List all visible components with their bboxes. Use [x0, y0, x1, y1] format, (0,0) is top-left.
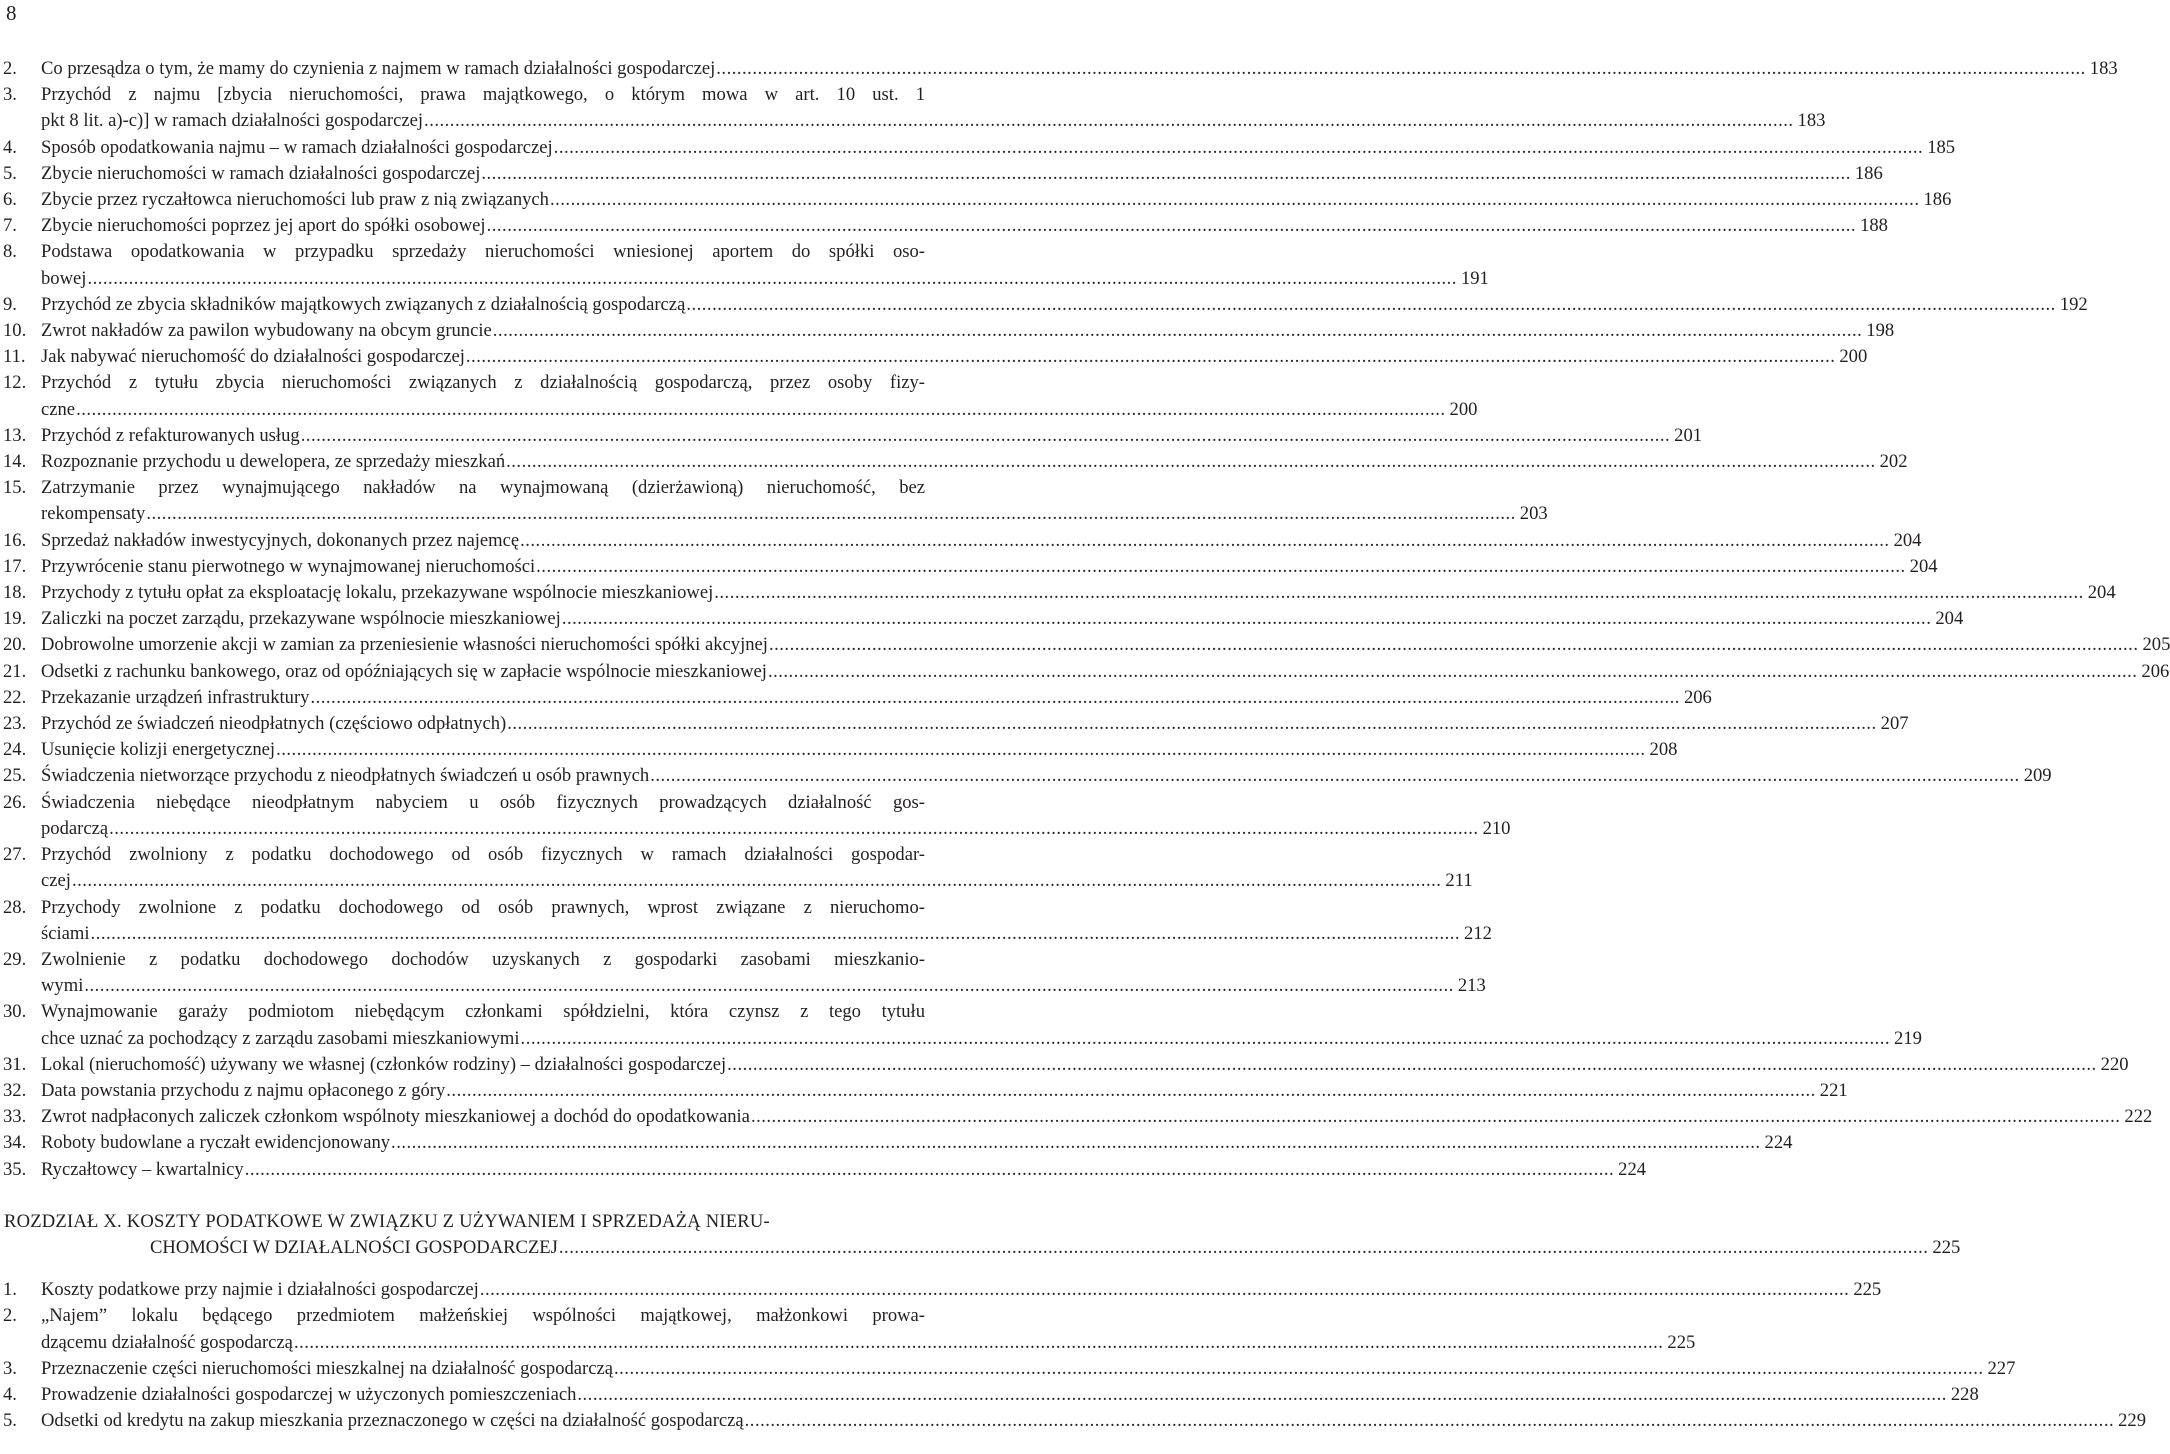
toc-entry-page: 201	[1674, 424, 1703, 446]
toc-entry-number: 3.	[3, 1357, 17, 1379]
leader-dots: ..........................................................................................................................................................................................................................................................................	[300, 424, 1671, 446]
toc-entry-title: rekompensaty	[41, 503, 146, 525]
toc-entry-last-line	[41, 213, 1888, 239]
toc-entry-title: chce uznać za pochodzący z zarządu zasobami mieszkaniowymi	[41, 1027, 520, 1049]
toc-entry-page: 222	[2124, 1106, 2153, 1128]
leader-dots: ..........................................................................................................................................................................................................................................................................	[520, 529, 1890, 551]
toc-entry-number: 35.	[3, 1158, 27, 1180]
toc-entry-number: 30.	[3, 1001, 27, 1023]
toc-entry-number: 14.	[3, 451, 27, 473]
toc-entry-title: Ryczałtowcy – kwartalnicy	[41, 1158, 244, 1180]
toc-entry-page: 221	[1819, 1079, 1848, 1101]
toc-entry-title: Roboty budowlane a ryczałt ewidencjonowany	[41, 1132, 391, 1154]
toc-entry-page: 185	[1927, 136, 1956, 158]
toc-entry[interactable]	[3, 895, 1492, 947]
leader-dots: ..........................................................................................................................................................................................................................................................................	[293, 1331, 1664, 1353]
toc-entry-page: 192	[2059, 293, 2088, 315]
toc-entry-number: 31.	[3, 1053, 27, 1075]
toc-entry-number: 16.	[3, 529, 27, 551]
leader-dots: ..........................................................................................................................................................................................................................................................................	[244, 1158, 1615, 1180]
toc-entry-page: 204	[2087, 582, 2116, 604]
toc-entry-last-line	[41, 108, 1826, 134]
toc-entry-last-line	[41, 1026, 1922, 1052]
toc-entry-text-line: Wynajmowanie garaży podmiotom niebędącym członkami spółdzielni, która czynsz z tego tytułu	[41, 1001, 925, 1023]
toc-entry-last-line	[41, 397, 1478, 423]
leader-dots: ..........................................................................................................................................................................................................................................................................	[486, 215, 1857, 237]
toc-entry-number: 2.	[3, 58, 17, 79]
leader-dots: ..........................................................................................................................................................................................................................................................................	[686, 293, 2056, 315]
toc-entry-number: 2.	[3, 1305, 17, 1327]
toc-entry[interactable]	[3, 790, 1511, 842]
toc-entry[interactable]	[3, 423, 1703, 449]
toc-entry-page: 211	[1445, 870, 1473, 892]
toc-entry-last-line	[41, 318, 1895, 344]
toc-entry-number: 25.	[3, 765, 27, 787]
leader-dots: ..........................................................................................................................................................................................................................................................................	[577, 1383, 1947, 1405]
toc-entry-page: 188	[1860, 215, 1888, 237]
toc-entry-text-line: Zwolnienie z podatku dochodowego dochodów uzyskanych z gospodarki zasobami mieszkanio-	[41, 948, 925, 970]
toc-entry-page: 186	[1923, 189, 1952, 211]
toc-entry[interactable]	[3, 82, 1826, 134]
toc-entry-text-line: Przychód z tytułu zbycia nieruchomości związanych z działalnością gospodarczą, przez osoby fizy-	[41, 372, 925, 394]
toc-entry[interactable]	[3, 1277, 1882, 1303]
toc-entry-title: Data powstania przychodu z najmu opłaconego z góry	[41, 1079, 446, 1101]
toc-entry-last-line	[41, 1157, 1647, 1183]
leader-dots: ..........................................................................................................................................................................................................................................................................	[506, 451, 1876, 473]
leader-dots: ..........................................................................................................................................................................................................................................................................	[553, 136, 1924, 158]
toc-entry-page: 224	[1618, 1158, 1647, 1180]
toc-entry-text-line: Zatrzymanie przez wynajmującego nakładów na wynajmowaną (dzierżawioną) nieruchomość, bez	[41, 477, 925, 499]
toc-entry-number: 19.	[3, 608, 27, 630]
toc-entry-title: Zbycie nieruchomości poprzez jej aport do spółki osobowej	[41, 215, 486, 237]
toc-entry-title: Zwrot nakładów za pawilon wybudowany na obcym gruncie	[41, 320, 492, 342]
toc-entry-page: 203	[1519, 503, 1548, 525]
leader-dots: ..........................................................................................................................................................................................................................................................................	[727, 1053, 2097, 1075]
toc-entry-page: 186	[1854, 162, 1883, 184]
toc-entry-title: Przychód ze świadczeń nieodpłatnych (częściowo odpłatnych)	[41, 713, 507, 735]
toc-entry[interactable]	[3, 606, 1964, 632]
page-number: 8	[6, 1, 17, 25]
toc-entry-number: 33.	[3, 1106, 27, 1128]
toc-entry[interactable]	[3, 213, 1888, 239]
toc-entry-last-line	[41, 423, 1703, 449]
toc-entry-number: 4.	[3, 136, 17, 158]
leader-dots: ..........................................................................................................................................................................................................................................................................	[614, 1357, 1984, 1379]
toc-entry-last-line	[41, 580, 2116, 606]
toc-entry-text-line: „Najem” lokalu będącego przedmiotem małżeńskiej wspólności majątkowej, małżonkowi prowa-	[41, 1305, 925, 1327]
toc-entry[interactable]	[3, 711, 1909, 737]
toc-entry-last-line	[41, 1078, 1848, 1104]
toc-entry-number: 4.	[3, 1383, 17, 1405]
toc-entry-page: 229	[2118, 1410, 2147, 1432]
toc-entry-last-line	[41, 1277, 1882, 1303]
toc-entry-text-line: Przychody zwolnione z podatku dochodowego od osób prawnych, wprost związane z nieruchomo-	[41, 896, 925, 918]
chapter-heading	[0, 1209, 1961, 1261]
table-of-contents	[0, 56, 2170, 1434]
leader-dots: ..........................................................................................................................................................................................................................................................................	[750, 1106, 2121, 1128]
toc-section-before	[0, 56, 2170, 1183]
toc-entry-number: 18.	[3, 582, 27, 604]
toc-entry[interactable]	[3, 685, 1712, 711]
toc-entry-page: 183	[1797, 110, 1826, 132]
toc-entry-number: 13.	[3, 424, 27, 446]
toc-entry-text-line: Przychód zwolniony z podatku dochodowego od osób fizycznych w ramach działalności gospodar-	[41, 844, 925, 866]
toc-entry-title: Rozpoznanie przychodu u dewelopera, ze sprzedaży mieszkań	[41, 451, 506, 473]
toc-entry-title: Dobrowolne umorzenie akcji w zamian za przeniesienie własności nieruchomości spółki akcyjnej	[41, 634, 768, 656]
toc-entry-page: 225	[1667, 1331, 1696, 1353]
toc-entry-last-line	[41, 763, 2052, 789]
toc-entry[interactable]	[3, 344, 1868, 370]
toc-entry-page: 191	[1460, 267, 1489, 289]
toc-entry-page: 227	[1987, 1357, 2016, 1379]
chapter-title-line1: ROZDZIAŁ X. KOSZTY PODATKOWE W ZWIĄZKU Z UŻYWANIEM I SPRZEDAŻĄ NIERU-	[4, 1210, 770, 1232]
toc-entry-title: podarczą	[41, 817, 109, 839]
toc-entry-number: 28.	[3, 896, 27, 918]
leader-dots: ..........................................................................................................................................................................................................................................................................	[90, 922, 1461, 944]
toc-entry-page: 204	[1893, 529, 1922, 551]
toc-entry-title: Zwrot nadpłaconych zaliczek członkom wspólnoty mieszkaniowej a dochód do opodatkowania	[41, 1106, 750, 1128]
toc-entry[interactable]	[3, 1303, 1696, 1355]
toc-entry-last-line	[41, 528, 1922, 554]
toc-entry-page: 206	[2141, 660, 2170, 682]
leader-dots: ..........................................................................................................................................................................................................................................................................	[520, 1027, 1891, 1049]
toc-entry[interactable]	[3, 580, 2116, 606]
toc-entry-page: 183	[2089, 58, 2118, 79]
toc-entry-page: 202	[1879, 451, 1908, 473]
toc-entry-number: 21.	[3, 660, 27, 682]
toc-entry-page: 228	[1950, 1383, 1979, 1405]
toc-entry-title: Lokal (nieruchomość) używany we własnej (członków rodziny) – działalności gospodarczej	[41, 1053, 727, 1075]
spacer	[0, 1261, 960, 1277]
toc-entry-title: Zbycie przez ryczałtowca nieruchomości lub praw z nią związanych	[41, 189, 549, 211]
toc-entry-number: 26.	[3, 791, 27, 813]
toc-entry-title: Przychód z refakturowanych usług	[41, 424, 300, 446]
toc-entry-title: Odsetki od kredytu na zakup mieszkania przeznaczonego w części na działalność gospodarczą	[41, 1410, 744, 1432]
toc-entry-last-line	[41, 56, 2118, 82]
leader-dots: ..........................................................................................................................................................................................................................................................................	[549, 189, 1920, 211]
chapter-title-line2: CHOMOŚCI W DZIAŁALNOŚCI GOSPODARCZEJ	[150, 1236, 558, 1258]
leader-dots: ..........................................................................................................................................................................................................................................................................	[714, 582, 2084, 604]
chapter-page: 225	[1932, 1236, 1961, 1258]
toc-entry-page: 204	[1909, 555, 1938, 577]
toc-entry-title: Przeznaczenie części nieruchomości mieszkalnej na działalność gospodarczą	[41, 1357, 613, 1379]
leader-dots: ..........................................................................................................................................................................................................................................................................	[391, 1132, 1761, 1154]
leader-dots: ..........................................................................................................................................................................................................................................................................	[446, 1079, 1816, 1101]
leader-dots: ..........................................................................................................................................................................................................................................................................	[76, 398, 1446, 420]
toc-entry-number: 34.	[3, 1132, 27, 1154]
toc-entry[interactable]	[3, 187, 1952, 213]
toc-entry-title: czne	[41, 398, 76, 420]
toc-entry[interactable]	[3, 947, 1486, 999]
leader-dots: ..........................................................................................................................................................................................................................................................................	[84, 975, 1454, 997]
toc-entry-number: 11.	[3, 346, 26, 368]
toc-entry-title: ściami	[41, 922, 90, 944]
toc-entry-text-line: Świadczenia niebędące nieodpłatnym nabyciem u osób fizycznych prowadzących działalność gos-	[41, 791, 925, 813]
toc-entry[interactable]	[3, 161, 1883, 187]
toc-entry[interactable]	[3, 449, 1908, 475]
leader-dots: ..........................................................................................................................................................................................................................................................................	[71, 870, 1442, 892]
toc-entry-number: 3.	[3, 84, 17, 106]
toc-entry[interactable]	[3, 1104, 2153, 1130]
toc-entry-last-line	[41, 606, 1964, 632]
toc-entry[interactable]	[3, 475, 1548, 527]
toc-entry-title: Usunięcie kolizji energetycznej	[41, 739, 276, 761]
leader-dots: ..........................................................................................................................................................................................................................................................................	[650, 765, 2020, 787]
toc-entry-title: Sprzedaż nakładów inwestycyjnych, dokonanych przez najemcę	[41, 529, 520, 551]
toc-entry-last-line	[41, 1130, 1793, 1156]
toc-entry-title: Przychód ze zbycia składników majątkowych związanych z działalnością gospodarczą	[41, 293, 686, 315]
toc-entry-last-line	[41, 868, 1473, 894]
toc-entry-text-line: Przychód z najmu [zbycia nieruchomości, prawa majątkowego, o którym mowa w art. 10 ust. 1	[41, 84, 925, 106]
toc-entry-page: 207	[1880, 713, 1909, 735]
toc-entry-last-line	[41, 292, 2088, 318]
toc-entry[interactable]	[3, 1356, 2016, 1382]
leader-dots: ..........................................................................................................................................................................................................................................................................	[536, 555, 1906, 577]
toc-entry-number: 20.	[3, 634, 27, 656]
leader-dots: ..........................................................................................................................................................................................................................................................................	[768, 634, 2139, 656]
toc-entry[interactable]	[3, 1130, 1793, 1156]
toc-entry[interactable]	[3, 1408, 2147, 1434]
toc-entry[interactable]	[3, 135, 1956, 161]
toc-entry-page: 200	[1839, 346, 1868, 368]
toc-entry-number: 32.	[3, 1079, 27, 1101]
toc-entry[interactable]	[3, 763, 2052, 789]
toc-entry-page: 213	[1457, 975, 1486, 997]
leader-dots: ..........................................................................................................................................................................................................................................................................	[492, 320, 1863, 342]
leader-dots: ..........................................................................................................................................................................................................................................................................	[146, 503, 1516, 525]
toc-entry-last-line	[41, 161, 1883, 187]
toc-entry-title: Prowadzenie działalności gospodarczej w użyczonych pomieszczeniach	[41, 1383, 577, 1405]
toc-entry[interactable]	[3, 842, 1473, 894]
leader-dots: ..........................................................................................................................................................................................................................................................................	[767, 660, 2138, 682]
toc-entry-title: Świadczenia nietworzące przychodu z nieodpłatnych świadczeń u osób prawnych	[41, 765, 650, 787]
toc-entry-last-line	[41, 1104, 2153, 1130]
toc-entry-last-line	[41, 1052, 2129, 1078]
toc-entry-number: 29.	[3, 948, 27, 970]
leader-dots: ..........................................................................................................................................................................................................................................................................	[109, 817, 1479, 839]
toc-entry-title: Koszty podatkowe przy najmie i działalności gospodarczej	[41, 1279, 479, 1301]
toc-entry[interactable]	[3, 370, 1478, 422]
toc-entry-title: Co przesądza o tym, że mamy do czynienia z najmem w ramach działalności gospodarczej	[41, 58, 716, 79]
toc-entry-number: 22.	[3, 686, 27, 708]
toc-entry-text-line: Podstawa opodatkowania w przypadku sprzedaży nieruchomości wniesionej aportem do spółki oso-	[41, 241, 925, 263]
spacer	[0, 1183, 960, 1209]
toc-entry-last-line	[41, 135, 1956, 161]
leader-dots: ..........................................................................................................................................................................................................................................................................	[558, 1236, 1929, 1258]
leader-dots: ..........................................................................................................................................................................................................................................................................	[479, 1279, 1850, 1301]
toc-entry-page: 220	[2100, 1053, 2129, 1075]
toc-entry-page: 209	[2023, 765, 2052, 787]
toc-entry-number: 27.	[3, 844, 27, 866]
chapter-title-line2-row	[0, 1235, 1961, 1261]
toc-entry-last-line	[41, 659, 2170, 685]
toc-entry-last-line	[41, 266, 1489, 292]
toc-entry-number: 7.	[3, 215, 17, 237]
toc-entry-page: 200	[1449, 398, 1478, 420]
toc-entry-last-line	[41, 501, 1548, 527]
toc-entry-page: 210	[1482, 817, 1511, 839]
toc-entry-title: dzącemu działalność gospodarczą	[41, 1331, 293, 1353]
toc-entry-title: Jak nabywać nieruchomość do działalności gospodarczej	[41, 346, 465, 368]
toc-entry-number: 17.	[3, 555, 27, 577]
toc-entry-last-line	[41, 921, 1492, 947]
toc-entry-last-line	[41, 554, 1938, 580]
leader-dots: ..........................................................................................................................................................................................................................................................................	[424, 110, 1794, 132]
toc-entry[interactable]	[3, 659, 2170, 685]
toc-entry-number: 9.	[3, 293, 17, 315]
toc-entry-page: 205	[2142, 634, 2170, 656]
toc-entry[interactable]	[3, 528, 1922, 554]
leader-dots: ..........................................................................................................................................................................................................................................................................	[465, 346, 1836, 368]
toc-entry-number: 24.	[3, 739, 27, 761]
leader-dots: ..........................................................................................................................................................................................................................................................................	[561, 608, 1932, 630]
toc-entry-last-line	[41, 344, 1868, 370]
toc-entry-number: 12.	[3, 372, 27, 394]
toc-entry[interactable]	[3, 318, 1895, 344]
toc-entry-last-line	[41, 737, 1678, 763]
toc-entry[interactable]	[3, 239, 1489, 291]
toc-entry-number: 6.	[3, 189, 17, 211]
toc-entry-last-line	[41, 711, 1909, 737]
toc-entry-title: bowej	[41, 267, 87, 289]
toc-entry-title: Zaliczki na poczet zarządu, przekazywane wspólnocie mieszkaniowej	[41, 608, 561, 630]
toc-entry-number: 1.	[3, 1279, 17, 1301]
toc-entry-last-line	[41, 632, 2170, 658]
toc-entry-page: 198	[1866, 320, 1895, 342]
toc-entry-page: 219	[1894, 1027, 1922, 1049]
toc-entry-page: 204	[1935, 608, 1964, 630]
toc-entry-last-line	[41, 816, 1511, 842]
toc-entry[interactable]	[3, 1052, 2129, 1078]
toc-entry-page: 225	[1853, 1279, 1882, 1301]
toc-entry-last-line	[41, 449, 1908, 475]
toc-entry-last-line	[41, 1356, 2016, 1382]
toc-entry-page: 206	[1683, 686, 1712, 708]
toc-entry-last-line	[41, 973, 1486, 999]
leader-dots: ..........................................................................................................................................................................................................................................................................	[87, 267, 1457, 289]
toc-entry[interactable]	[3, 632, 2170, 658]
leader-dots: ..........................................................................................................................................................................................................................................................................	[481, 162, 1851, 184]
toc-entry-page: 224	[1764, 1132, 1793, 1154]
leader-dots: ..........................................................................................................................................................................................................................................................................	[716, 58, 2086, 79]
toc-entry-title: czej	[41, 870, 71, 892]
toc-entry-title: pkt 8 lit. a)-c)] w ramach działalności gospodarczej	[41, 110, 424, 132]
toc-entry-last-line	[41, 685, 1712, 711]
toc-entry-title: Odsetki z rachunku bankowego, oraz od opóźniających się w zapłacie wspólnocie mieszkaniowej	[41, 660, 767, 682]
toc-section-after	[0, 1277, 2147, 1434]
leader-dots: ..........................................................................................................................................................................................................................................................................	[310, 686, 1680, 708]
toc-entry[interactable]	[3, 292, 2088, 318]
toc-entry-last-line	[41, 1330, 1696, 1356]
toc-entry-last-line	[41, 1408, 2147, 1434]
leader-dots: ..........................................................................................................................................................................................................................................................................	[276, 739, 1646, 761]
toc-entry[interactable]	[3, 737, 1678, 763]
toc-entry-number: 10.	[3, 320, 27, 342]
toc-entry[interactable]	[3, 1382, 1979, 1408]
toc-entry-number: 8.	[3, 241, 17, 263]
toc-entry-title: Sposób opodatkowania najmu – w ramach działalności gospodarczej	[41, 136, 553, 158]
toc-entry[interactable]	[3, 999, 1922, 1051]
toc-entry-title: wymi	[41, 975, 84, 997]
toc-entry-title: Przychody z tytułu opłat za eksploatację lokalu, przekazywane wspólnocie mieszkaniowej	[41, 582, 714, 604]
toc-entry-last-line	[41, 187, 1952, 213]
toc-entry-title: Przywrócenie stanu pierwotnego w wynajmowanej nieruchomości	[41, 555, 536, 577]
toc-entry-last-line	[41, 1382, 1979, 1408]
toc-entry-number: 5.	[3, 162, 17, 184]
toc-entry-title: Przekazanie urządzeń infrastruktury	[41, 686, 310, 708]
toc-entry-number: 15.	[3, 477, 27, 499]
toc-entry-page: 212	[1464, 922, 1492, 944]
toc-entry-number: 5.	[3, 1410, 17, 1432]
toc-entry[interactable]	[3, 1157, 1647, 1183]
toc-entry-title: Zbycie nieruchomości w ramach działalności gospodarczej	[41, 162, 481, 184]
toc-entry[interactable]	[3, 554, 1938, 580]
toc-entry-page: 208	[1649, 739, 1678, 761]
leader-dots: ..........................................................................................................................................................................................................................................................................	[744, 1410, 2115, 1432]
leader-dots: ..........................................................................................................................................................................................................................................................................	[507, 713, 1877, 735]
toc-entry[interactable]	[3, 56, 2118, 82]
toc-entry-number: 23.	[3, 713, 27, 735]
toc-entry[interactable]	[3, 1078, 1848, 1104]
